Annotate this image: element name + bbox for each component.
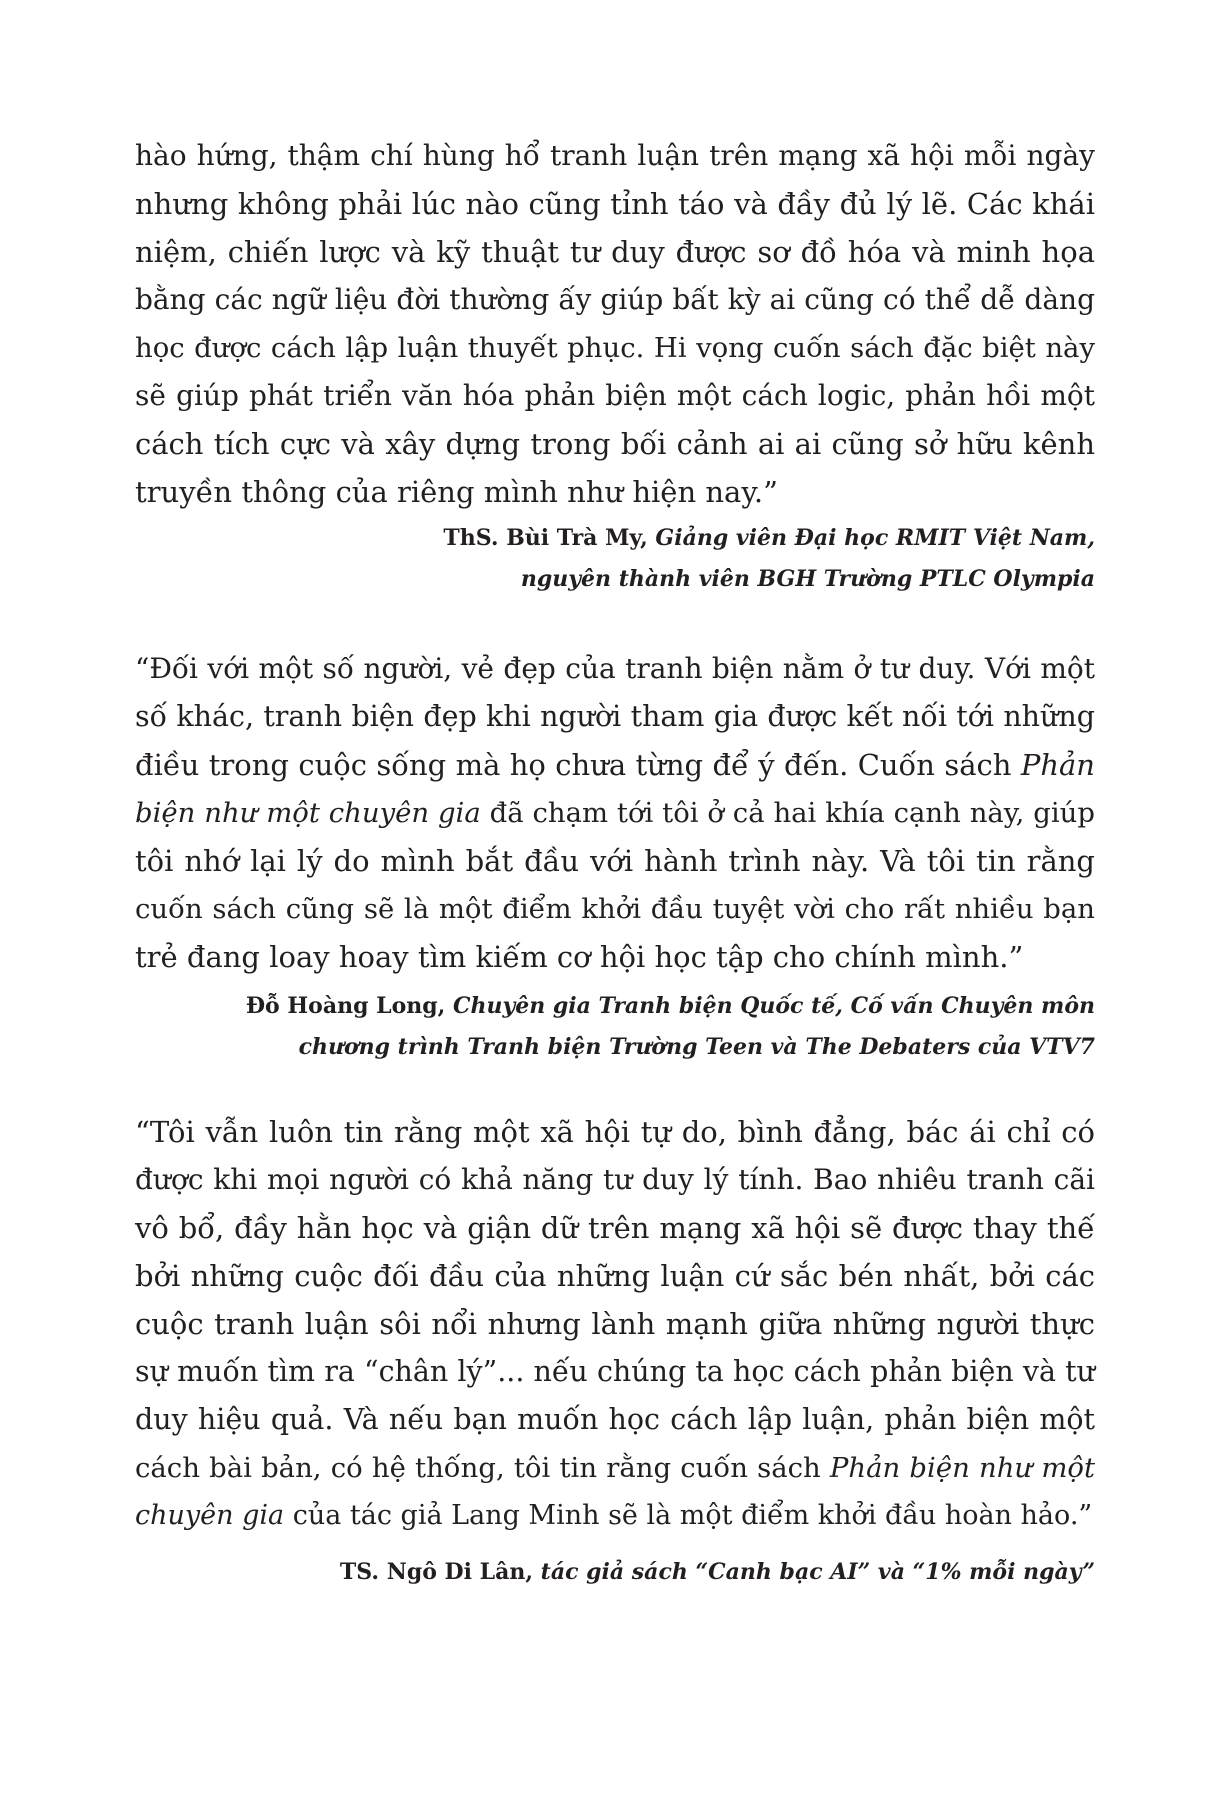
- attribution-3: [135, 1552, 1095, 1593]
- quote-text: đã chạm tới tôi ở cả hai khía cạnh này, giúp: [480, 797, 1095, 829]
- quote-line: sẽ giúp phát triển văn hóa phản biện một cách logic, phản hồi một: [135, 379, 1095, 412]
- quote-line: vô bổ, đầy hằn học và giận dữ trên mạng xã hội sẽ được thay thế: [135, 1211, 1095, 1245]
- quote-line: số khác, tranh biện đẹp khi người tham gia được kết nối tới những: [135, 700, 1095, 733]
- quote-line: sự muốn tìm ra “chân lý”... nếu chúng ta học cách phản biện và tư: [135, 1355, 1095, 1388]
- author-role: tác giả sách “Canh bạc AI” và “1% mỗi ngày”: [533, 1559, 1095, 1585]
- book-title: Phản biện như một: [829, 1452, 1096, 1484]
- author-role-continued: nguyên thành viên BGH Trường PTLC Olympia: [520, 566, 1095, 592]
- quote-line: truyền thông của riêng mình như hiện nay.”: [135, 475, 778, 509]
- quote-text: cách bài bản, có hệ thống, tôi tin rằng cuốn sách: [135, 1452, 830, 1484]
- quote-line: bởi những cuộc đối đầu của những luận cứ sắc bén nhất, bởi các: [135, 1259, 1095, 1293]
- testimonial-quote-1: [135, 132, 1095, 516]
- quote-line: cuốn sách cũng sẽ là một điểm khởi đầu tuyệt vời cho rất nhiều bạn: [135, 893, 1095, 925]
- testimonial-quote-2: [135, 645, 1095, 981]
- quote-text: của tác giả Lang Minh sẽ là một điểm khởi đầu hoàn hảo.”: [284, 1500, 1093, 1531]
- quote-text: điều trong cuộc sống mà họ chưa từng để ý đến. Cuốn sách: [135, 748, 1021, 782]
- quote-line: nhưng không phải lúc nào cũng tỉnh táo và đầy đủ lý lẽ. Các khái: [135, 187, 1095, 221]
- quote-line: cuộc tranh luận sôi nổi nhưng lành mạnh giữa những người thực: [135, 1307, 1095, 1341]
- quote-line: bằng các ngữ liệu đời thường ấy giúp bất kỳ ai cũng có thể dễ dàng: [135, 283, 1095, 316]
- author-name: ThS. Bùi Trà My,: [443, 525, 648, 551]
- book-title: Phản: [1020, 748, 1095, 782]
- author-role: Chuyên gia Tranh biện Quốc tế, Cố vấn Chuyên môn: [445, 993, 1095, 1019]
- quote-line: được khi mọi người có khả năng tư duy lý tính. Bao nhiêu tranh cãi: [135, 1163, 1095, 1196]
- quote-line: duy hiệu quả. Và nếu bạn muốn học cách lập luận, phản biện một: [135, 1403, 1095, 1436]
- quote-line: cách tích cực và xây dựng trong bối cảnh ai ai cũng sở hữu kênh: [135, 427, 1095, 461]
- attribution-line: [135, 1552, 1095, 1593]
- quote-line: hào hứng, thậm chí hùng hổ tranh luận trên mạng xã hội mỗi ngày: [135, 139, 1095, 172]
- author-name: Đỗ Hoàng Long,: [245, 993, 446, 1019]
- author-name: TS. Ngô Di Lân,: [339, 1559, 534, 1585]
- quote-line: [135, 1444, 1095, 1492]
- quote-line: [135, 1492, 1095, 1540]
- attribution-2: [135, 986, 1095, 1067]
- quote-line: tôi nhớ lại lý do mình bắt đầu với hành trình này. Và tôi tin rằng: [135, 844, 1095, 878]
- quote-line: [135, 741, 1095, 789]
- attribution-1: [135, 518, 1095, 599]
- attribution-line: [135, 986, 1095, 1027]
- testimonial-quote-3: [135, 1108, 1095, 1540]
- book-title: chuyên gia: [135, 1500, 285, 1531]
- author-role: Giảng viên Đại học RMIT Việt Nam,: [647, 525, 1095, 551]
- quote-line: học được cách lập luận thuyết phục. Hi vọng cuốn sách đặc biệt này: [135, 332, 1095, 364]
- quote-line: niệm, chiến lược và kỹ thuật tư duy được sơ đồ hóa và minh họa: [135, 235, 1095, 269]
- quote-line: [135, 789, 1095, 837]
- author-role-continued: chương trình Tranh biện Trường Teen và The Debaters của VTV7: [298, 1034, 1095, 1060]
- book-title: biện như một chuyên gia: [135, 797, 481, 829]
- quote-line: “Tôi vẫn luôn tin rằng một xã hội tự do, bình đẳng, bác ái chỉ có: [135, 1115, 1095, 1149]
- quote-line: trẻ đang loay hoay tìm kiếm cơ hội học tập cho chính mình.”: [135, 940, 1024, 974]
- attribution-line: [135, 518, 1095, 559]
- quote-line: “Đối với một số người, vẻ đẹp của tranh biện nằm ở tư duy. Với một: [135, 652, 1095, 685]
